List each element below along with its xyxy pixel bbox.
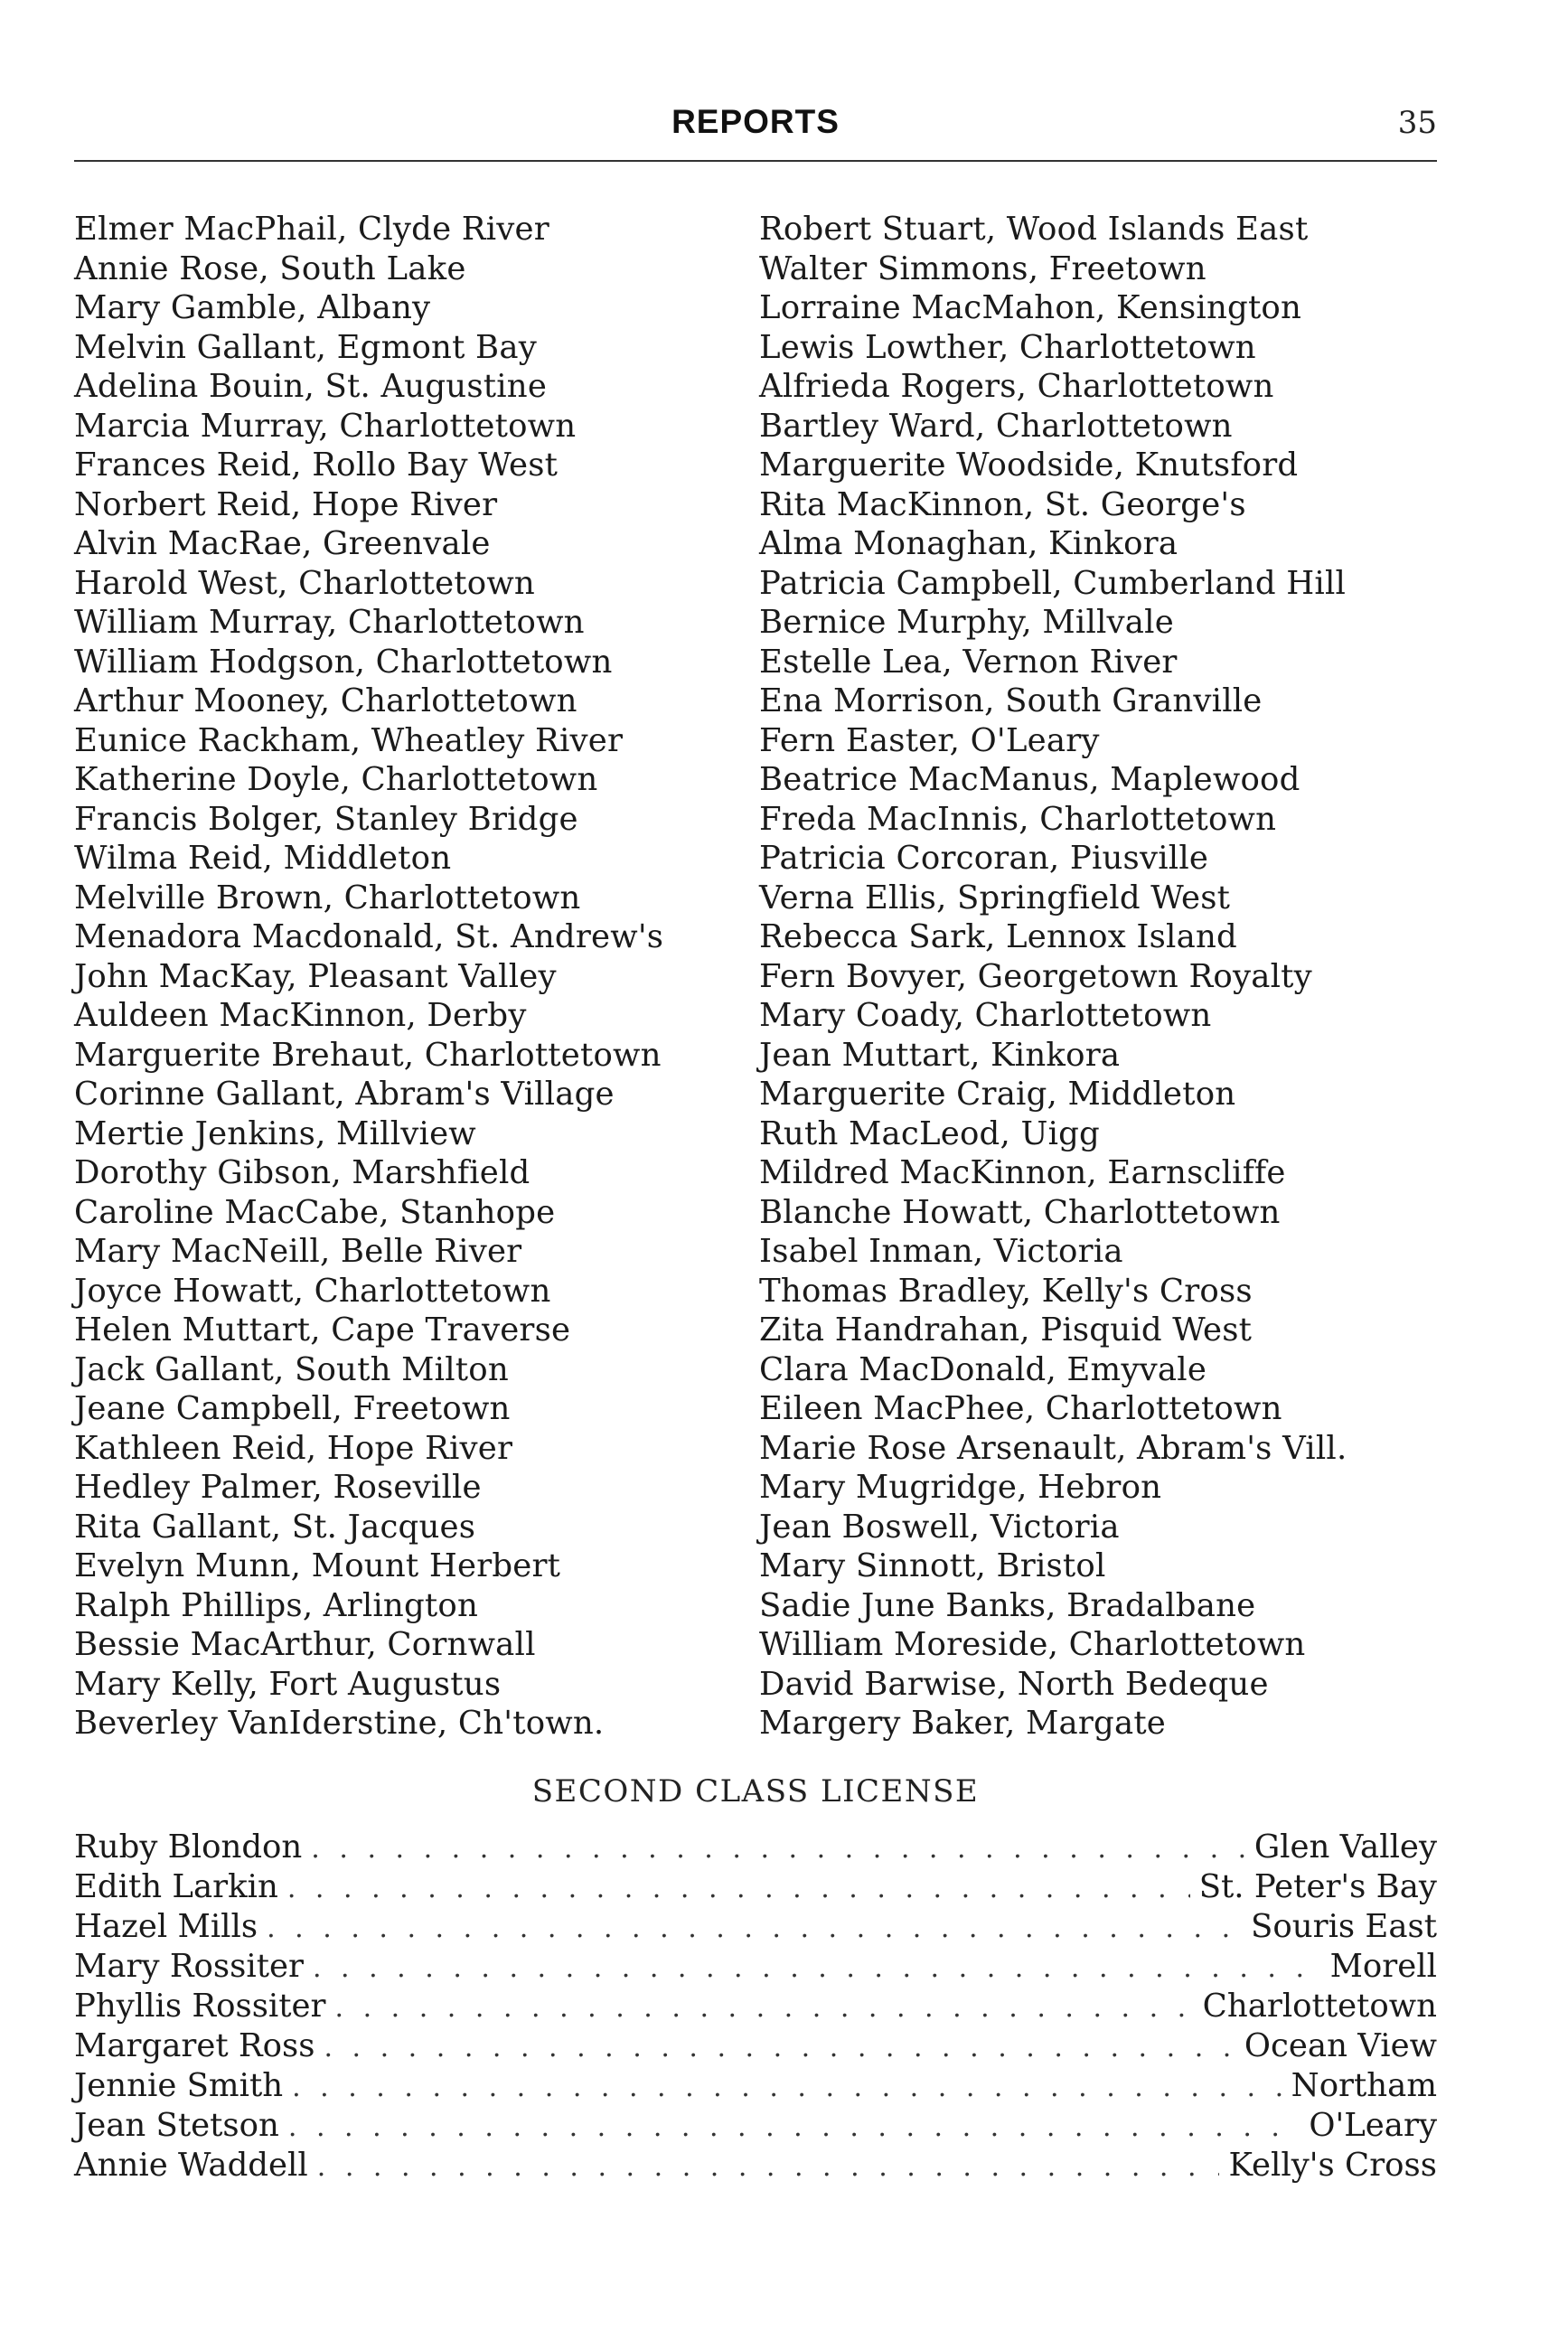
license-place: Northam [1291, 2067, 1437, 2104]
list-item: Marguerite Brehaut, Charlottetown [74, 1036, 662, 1074]
list-item: Menadora Macdonald, St. Andrew's [74, 918, 664, 955]
list-item: Patricia Corcoran, Piusville [759, 840, 1209, 877]
list-item: Elmer MacPhail, Clyde River [74, 211, 549, 248]
license-place: Souris East [1251, 1908, 1437, 1945]
list-item: Jean Boswell, Victoria [759, 1508, 1120, 1546]
list-item: William Hodgson, Charlottetown [74, 643, 613, 681]
list-item: Rita MacKinnon, St. George's [759, 485, 1246, 523]
license-row [74, 1828, 1437, 1867]
list-item: Evelyn Munn, Mount Herbert [74, 1547, 561, 1584]
license-place: St. Peter's Bay [1198, 1868, 1437, 1905]
license-name: Mary Rossiter [74, 1948, 304, 1985]
license-row [74, 1947, 1437, 1987]
list-item: Harold West, Charlottetown [74, 564, 536, 602]
license-place: Charlottetown [1202, 1988, 1437, 2025]
list-item: Zita Handrahan, Pisquid West [759, 1311, 1253, 1349]
license-row [74, 2066, 1437, 2106]
list-item: William Moreside, Charlottetown [759, 1626, 1306, 1663]
list-item: John MacKay, Pleasant Valley [74, 957, 557, 995]
list-item: Auldeen MacKinnon, Derby [74, 997, 527, 1034]
dot-leader [335, 1988, 1194, 2028]
list-item: Estelle Lea, Vernon River [759, 643, 1178, 681]
license-name: Jennie Smith [74, 2067, 284, 2104]
list-item: Ruth MacLeod, Uigg [759, 1114, 1100, 1152]
license-name: Phyllis Rossiter [74, 1988, 326, 2025]
list-item: Freda MacInnis, Charlottetown [759, 800, 1277, 838]
list-item: Corinne Gallant, Abram's Village [74, 1076, 615, 1113]
dot-leader [313, 1949, 1321, 1988]
list-item: Helen Muttart, Cape Traverse [74, 1311, 571, 1349]
license-place: Glen Valley [1253, 1828, 1437, 1866]
running-head: REPORTS [671, 103, 840, 140]
dot-leader [311, 1829, 1245, 1869]
list-item: Fern Bovyer, Georgetown Royalty [759, 957, 1312, 995]
list-item: Blanche Howatt, Charlottetown [759, 1193, 1281, 1231]
list-item: Lewis Lowther, Charlottetown [759, 328, 1256, 366]
list-item: Patricia Campbell, Cumberland Hill [759, 564, 1347, 602]
list-item: Mary Gamble, Albany [74, 289, 431, 326]
list-item: Bessie MacArthur, Cornwall [74, 1626, 536, 1663]
list-item: Wilma Reid, Middleton [74, 840, 452, 877]
dot-leader [324, 2028, 1235, 2068]
list-item: Thomas Bradley, Kelly's Cross [759, 1272, 1253, 1310]
dot-leader [317, 2148, 1220, 2187]
left-name-column [74, 210, 734, 1744]
license-row [74, 1987, 1437, 2026]
page-number: 35 [1397, 105, 1437, 141]
list-item: Marguerite Craig, Middleton [759, 1076, 1236, 1113]
list-item: Annie Rose, South Lake [74, 249, 466, 287]
list-item: Katherine Doyle, Charlottetown [74, 761, 598, 798]
list-item: Fern Easter, O'Leary [759, 721, 1100, 759]
list-item: Arthur Mooney, Charlottetown [74, 682, 577, 719]
list-item: Lorraine MacMahon, Kensington [759, 289, 1302, 326]
list-item: Kathleen Reid, Hope River [74, 1429, 513, 1467]
list-item: Bernice Murphy, Millvale [759, 604, 1174, 641]
list-item: Melvin Gallant, Egmont Bay [74, 328, 537, 366]
list-item: Frances Reid, Rollo Bay West [74, 446, 559, 484]
list-item: Ena Morrison, South Granville [759, 682, 1263, 719]
license-name: Hazel Mills [74, 1908, 258, 1945]
list-item: Mildred MacKinnon, Earnscliffe [759, 1154, 1286, 1191]
list-item: Caroline MacCabe, Stanhope [74, 1193, 556, 1231]
dot-leader [287, 1869, 1190, 1909]
list-item: Mary Coady, Charlottetown [759, 997, 1212, 1034]
license-row [74, 2106, 1437, 2146]
list-item: Joyce Howatt, Charlottetown [74, 1272, 551, 1310]
list-item: Clara MacDonald, Emyvale [759, 1350, 1207, 1388]
second-class-license-list [74, 1828, 1437, 2186]
list-item: David Barwise, North Bedeque [759, 1665, 1269, 1703]
list-item: Robert Stuart, Wood Islands East [759, 211, 1309, 248]
license-place: Ocean View [1244, 2027, 1437, 2064]
list-item: Eileen MacPhee, Charlottetown [759, 1390, 1282, 1427]
dot-leader [267, 1909, 1242, 1949]
list-item: Jack Gallant, South Milton [74, 1350, 509, 1388]
list-item: Beatrice MacManus, Maplewood [759, 761, 1300, 798]
dot-leader [288, 2108, 1300, 2148]
list-item: Beverley VanIderstine, Ch'town. [74, 1705, 605, 1742]
list-item: Verna Ellis, Springfield West [759, 879, 1231, 916]
list-item: Melville Brown, Charlottetown [74, 879, 581, 916]
list-item: Sadie June Banks, Bradalbane [759, 1586, 1256, 1624]
list-item: Mary Kelly, Fort Augustus [74, 1665, 502, 1703]
dot-leader [292, 2068, 1282, 2108]
list-item: Mary Sinnott, Bristol [759, 1547, 1106, 1584]
list-item: Margery Baker, Margate [759, 1705, 1166, 1742]
list-item: William Murray, Charlottetown [74, 604, 585, 641]
list-item: Alfrieda Rogers, Charlottetown [759, 368, 1274, 405]
list-item: Adelina Bouin, St. Augustine [74, 368, 548, 405]
list-item: Ralph Phillips, Arlington [74, 1586, 479, 1624]
list-item: Marie Rose Arsenault, Abram's Vill. [759, 1429, 1347, 1467]
license-name: Ruby Blondon [74, 1828, 303, 1866]
list-item: Norbert Reid, Hope River [74, 485, 498, 523]
list-item: Francis Bolger, Stanley Bridge [74, 800, 578, 838]
list-item: Mary MacNeill, Belle River [74, 1233, 522, 1270]
list-item: Jeane Campbell, Freetown [74, 1390, 511, 1427]
license-name: Margaret Ross [74, 2027, 315, 2064]
list-item: Rita Gallant, St. Jacques [74, 1508, 476, 1546]
list-item: Jean Muttart, Kinkora [759, 1036, 1121, 1074]
section-heading: SECOND CLASS LICENSE [531, 1773, 980, 1810]
license-place: Morell [1329, 1948, 1437, 1985]
license-name: Jean Stetson [74, 2107, 279, 2144]
page-header [74, 103, 1437, 148]
list-item: Mary Mugridge, Hebron [759, 1469, 1162, 1506]
right-name-column [759, 210, 1446, 1744]
list-item: Marcia Murray, Charlottetown [74, 407, 577, 445]
list-item: Alma Monaghan, Kinkora [759, 525, 1178, 562]
license-place: Kelly's Cross [1228, 2147, 1437, 2184]
list-item: Mertie Jenkins, Millview [74, 1114, 476, 1152]
list-item: Hedley Palmer, Roseville [74, 1469, 482, 1506]
list-item: Bartley Ward, Charlottetown [759, 407, 1233, 445]
header-rule [74, 160, 1437, 162]
list-item: Alvin MacRae, Greenvale [74, 525, 491, 562]
license-row [74, 2026, 1437, 2066]
license-row [74, 1867, 1437, 1907]
license-name: Annie Waddell [74, 2147, 308, 2184]
list-item: Eunice Rackham, Wheatley River [74, 721, 624, 759]
license-name: Edith Larkin [74, 1868, 278, 1905]
list-item: Dorothy Gibson, Marshfield [74, 1154, 530, 1191]
list-item: Walter Simmons, Freetown [759, 249, 1207, 287]
license-row [74, 1907, 1437, 1947]
list-item: Marguerite Woodside, Knutsford [759, 446, 1299, 484]
license-place: O'Leary [1309, 2107, 1437, 2144]
list-item: Isabel Inman, Victoria [759, 1233, 1123, 1270]
list-item: Rebecca Sark, Lennox Island [759, 918, 1237, 955]
license-row [74, 2146, 1437, 2186]
